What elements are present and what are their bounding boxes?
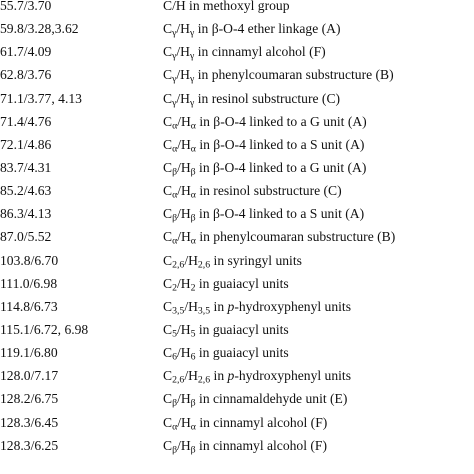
italic-text: p xyxy=(227,298,235,314)
assignment-text: /H xyxy=(176,345,191,361)
table-row xyxy=(0,40,474,63)
chemical-shift-cell: 103.8/6.70 xyxy=(0,252,59,268)
assignment-text: in guaiacyl units xyxy=(195,345,289,361)
assignment-text: -hydroxyphenyl units xyxy=(234,368,351,384)
subscript-text: β xyxy=(172,397,178,409)
assignment-text: C xyxy=(163,159,173,175)
assignment-text: C xyxy=(163,345,173,361)
assignment-text: /H xyxy=(177,136,191,152)
subscript-text: γ xyxy=(190,97,195,108)
subscript-text: α xyxy=(190,143,196,155)
chemical-shift-cell: 87.0/5.52 xyxy=(0,229,52,245)
assignment-cell xyxy=(163,179,342,202)
subscript-text: α xyxy=(172,143,178,155)
assignment-text: C xyxy=(163,21,173,37)
assignment-cell xyxy=(163,40,326,63)
assignment-text: in resinol substructure (C) xyxy=(194,90,341,106)
assignment-text: in guaiacyl units xyxy=(195,321,289,337)
chemical-shift-cell: 111.0/6.98 xyxy=(0,275,58,291)
table-row xyxy=(0,364,474,387)
chemical-shift-cell: 119.1/6.80 xyxy=(0,345,58,361)
assignment-text: /H xyxy=(177,206,191,222)
assignment-text: /H xyxy=(176,44,190,60)
subscript-text: α xyxy=(172,420,178,432)
assignment-text: /H xyxy=(177,229,191,245)
chemical-shift-cell: 62.8/3.76 xyxy=(0,67,52,83)
chemical-shift-cell: 128.3/6.25 xyxy=(0,437,59,453)
assignment-text: C xyxy=(163,67,173,83)
subscript-text: α xyxy=(190,120,196,132)
subscript-text: 6 xyxy=(172,351,177,363)
assignment-cell xyxy=(163,387,347,410)
assignment-cell xyxy=(163,318,289,341)
assignment-text: /H xyxy=(177,183,191,199)
chemical-shift-cell: 128.2/6.75 xyxy=(0,391,59,407)
assignment-cell xyxy=(163,364,351,387)
assignment-text: /H xyxy=(177,159,191,175)
subscript-text: 2,6 xyxy=(197,374,211,386)
chemical-shift-cell: 72.1/4.86 xyxy=(0,136,52,152)
table-row xyxy=(0,202,474,225)
subscript-text: 5 xyxy=(190,328,196,340)
table-row xyxy=(0,295,474,318)
assignment-text: in xyxy=(210,298,228,314)
table-row xyxy=(0,0,474,17)
assignment-text: in syringyl units xyxy=(210,252,302,268)
subscript-text: 2,6 xyxy=(197,258,211,270)
assignment-cell xyxy=(163,434,327,457)
assignment-cell xyxy=(163,411,327,434)
assignment-text: /H xyxy=(184,298,198,314)
subscript-text: γ xyxy=(190,27,195,39)
chemical-shift-cell: 55.7/3.70 xyxy=(0,0,52,13)
chemical-shift-cell: 85.2/4.63 xyxy=(0,183,52,199)
subscript-text: 5 xyxy=(172,328,177,340)
assignment-text: C xyxy=(163,368,173,384)
subscript-text: 2,6 xyxy=(172,258,185,270)
assignment-text: C xyxy=(163,437,173,453)
subscript-text: β xyxy=(172,444,178,456)
assignment-text: in cinnamaldehyde unit (E) xyxy=(195,391,348,407)
assignment-text: in β-O-4 linked to a S unit (A) xyxy=(195,206,365,222)
assignment-text: C xyxy=(163,414,173,430)
assignment-text: C/H in methoxyl group xyxy=(163,0,290,13)
subscript-text: β xyxy=(190,212,196,224)
chemical-shift-cell: 61.7/4.09 xyxy=(0,44,52,60)
assignment-text: in cinnamyl alcohol (F) xyxy=(195,414,328,430)
subscript-text: β xyxy=(172,212,178,224)
assignment-text: C xyxy=(163,229,173,245)
assignment-cell xyxy=(163,341,289,364)
assignment-text: /H xyxy=(177,414,191,430)
subscript-text: β xyxy=(190,397,196,409)
chemical-shift-cell: 114.8/6.73 xyxy=(0,298,58,314)
assignment-text: -hydroxyphenyl units xyxy=(234,298,351,314)
assignment-cell xyxy=(163,0,290,17)
assignment-text: /H xyxy=(176,275,191,291)
table-row xyxy=(0,63,474,86)
subscript-text: 2,6 xyxy=(172,374,185,386)
table-row xyxy=(0,272,474,295)
assignment-text: /H xyxy=(177,437,191,453)
assignment-text: C xyxy=(163,321,173,337)
subscript-text: α xyxy=(190,235,196,247)
chemical-shift-cell: 128.3/6.45 xyxy=(0,414,59,430)
assignment-cell xyxy=(163,133,364,156)
assignment-cell xyxy=(163,17,341,40)
assignment-text: C xyxy=(163,252,173,268)
assignment-cell xyxy=(163,249,302,272)
assignment-text: in phenylcoumaran substructure (B) xyxy=(194,67,394,83)
chemical-shift-cell: 115.1/6.72, 6.98 xyxy=(0,321,89,337)
assignment-text: C xyxy=(163,206,173,222)
italic-text: p xyxy=(227,368,235,384)
assignment-cell xyxy=(163,63,394,86)
assignment-text: in β-O-4 ether linkage (A) xyxy=(194,21,341,37)
assignment-text: C xyxy=(163,183,173,199)
table-row xyxy=(0,434,474,457)
chemical-shift-cell: 83.7/4.31 xyxy=(0,159,52,175)
assignment-text: in resinol substructure (C) xyxy=(195,183,342,199)
subscript-text: 2 xyxy=(190,282,196,294)
assignment-cell xyxy=(163,225,395,248)
subscript-text: γ xyxy=(190,73,195,85)
assignment-text: C xyxy=(163,391,173,407)
assignment-text: /H xyxy=(177,391,191,407)
subscript-text: β xyxy=(190,444,196,456)
table-row xyxy=(0,318,474,341)
table-row xyxy=(0,249,474,272)
assignment-text: in β-O-4 linked to a G unit (A) xyxy=(195,113,367,129)
assignment-text: C xyxy=(163,136,173,152)
subscript-text: α xyxy=(172,189,178,201)
table-row xyxy=(0,225,474,248)
assignment-text: in β-O-4 linked to a G unit (A) xyxy=(195,159,367,175)
assignment-text: C xyxy=(163,44,173,60)
assignment-cell xyxy=(163,202,364,225)
assignment-text: in phenylcoumaran substructure (B) xyxy=(195,229,396,245)
chemical-shift-cell: 128.0/7.17 xyxy=(0,368,59,384)
assignment-text: /H xyxy=(176,90,190,106)
subscript-text: γ xyxy=(172,27,177,39)
table-row xyxy=(0,387,474,410)
assignment-cell xyxy=(163,295,351,318)
assignment-text: /H xyxy=(177,113,191,129)
chemical-shift-cell: 71.4/4.76 xyxy=(0,113,52,129)
assignment-text: /H xyxy=(176,321,191,337)
table-row xyxy=(0,341,474,364)
subscript-text: α xyxy=(190,189,196,201)
chemical-shift-cell: 71.1/3.77, 4.13 xyxy=(0,90,82,106)
subscript-text: γ xyxy=(190,50,195,62)
chemical-shift-cell: 86.3/4.13 xyxy=(0,206,52,222)
assignment-text: in β-O-4 linked to a S unit (A) xyxy=(195,136,365,152)
subscript-text: γ xyxy=(172,73,177,85)
assignment-text: in cinnamyl alcohol (F) xyxy=(194,44,326,60)
assignment-text: /H xyxy=(184,368,198,384)
assignment-text: C xyxy=(163,275,173,291)
assignment-text: /H xyxy=(176,67,190,83)
subscript-text: 3,5 xyxy=(197,305,211,317)
assignment-cell xyxy=(163,87,340,110)
table-row xyxy=(0,179,474,202)
assignment-cell xyxy=(163,156,366,179)
subscript-text: 3,5 xyxy=(172,305,185,317)
subscript-text: β xyxy=(172,166,178,178)
subscript-text: 6 xyxy=(190,351,196,363)
assignment-text: /H xyxy=(184,252,198,268)
subscript-text: γ xyxy=(172,50,177,62)
assignment-text: C xyxy=(163,113,173,129)
subscript-text: β xyxy=(190,166,196,178)
assignment-cell xyxy=(163,272,289,295)
subscript-text: α xyxy=(172,120,178,132)
table-row xyxy=(0,87,474,110)
table-row xyxy=(0,156,474,179)
table-row xyxy=(0,133,474,156)
assignment-text: /H xyxy=(176,21,190,37)
assignment-text: C xyxy=(163,90,173,106)
table-row xyxy=(0,17,474,40)
table-row xyxy=(0,411,474,434)
assignment-text: C xyxy=(163,298,173,314)
assignment-text: in cinnamyl alcohol (F) xyxy=(195,437,328,453)
assignment-text: in guaiacyl units xyxy=(195,275,289,291)
assignment-text: in xyxy=(210,368,228,384)
chemical-shift-cell: 59.8/3.28,3.62 xyxy=(0,21,79,37)
table-row xyxy=(0,110,474,133)
assignment-cell xyxy=(163,110,367,133)
subscript-text: γ xyxy=(172,97,177,108)
subscript-text: α xyxy=(172,235,178,247)
subscript-text: 2 xyxy=(172,282,177,294)
subscript-text: α xyxy=(190,420,196,432)
